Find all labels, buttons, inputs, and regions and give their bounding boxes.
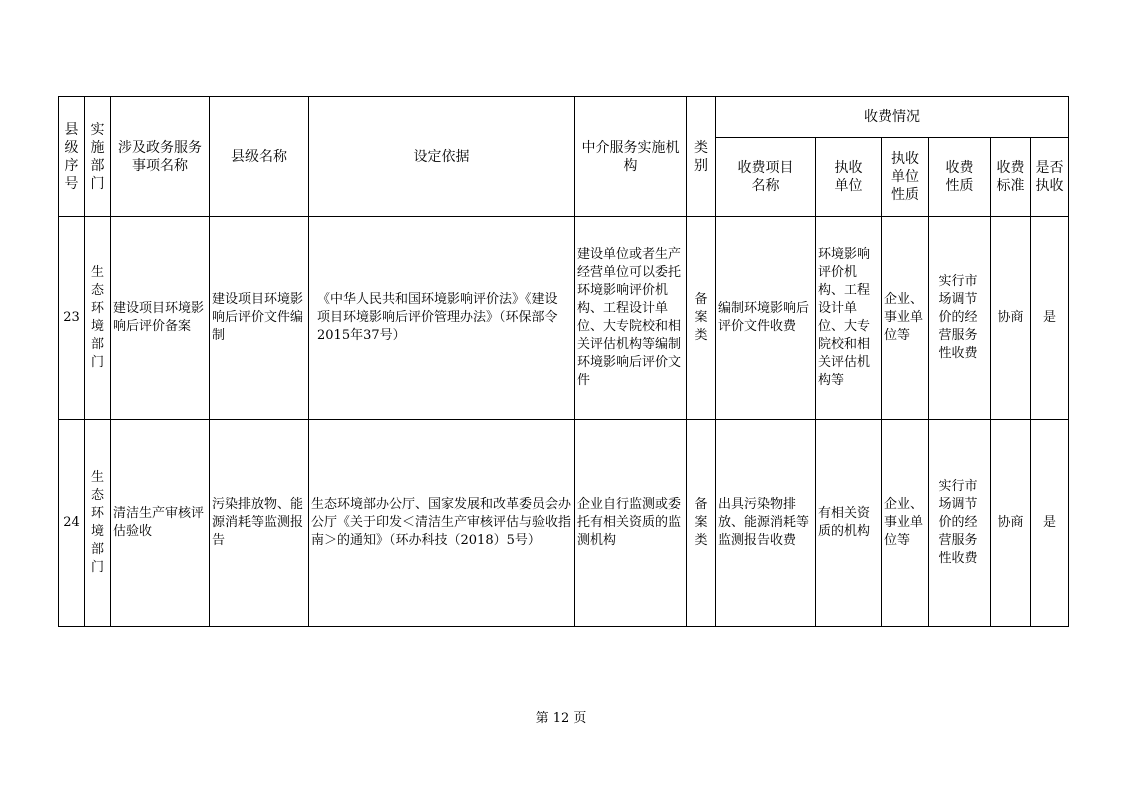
cell-fee-item: 出具污染物排放、能源消耗等监测报告收费 [716,420,816,627]
cell-basis: 《中华人民共和国环境影响评价法》《建设项目环境影响后评价管理办法》（环保部令2015年37号） [309,217,575,420]
cell-item: 清洁生产审核评估验收 [111,420,210,627]
cell-dept: 生态环境部门 [85,420,111,627]
cell-is-collected: 是 [1031,420,1069,627]
header-is-collected: 是否执收 [1031,138,1069,217]
cell-fee-nature: 实行市场调节价的经营服务性收费 [929,420,991,627]
header-exec-nature: 执收单位性质 [882,138,929,217]
cell-agency: 建设单位或者生产经营单位可以委托环境影响评价机构、工程设计单位、大专院校和相关评估机构等编制环境影响后评价文件 [575,217,687,420]
header-county-name: 县级名称 [210,97,309,217]
cell-exec-unit: 环境影响评价机构、工程设计单位、大专院校和相关评估机构等 [816,217,882,420]
header-basis: 设定依据 [309,97,575,217]
cell-county-name: 建设项目环境影响后评价文件编制 [210,217,309,420]
cell-seq: 24 [59,420,85,627]
header-fee-item: 收费项目名称 [716,138,816,217]
header-fee-group: 收费情况 [716,97,1069,138]
cell-dept: 生态环境部门 [85,217,111,420]
cell-fee-nature: 实行市场调节价的经营服务性收费 [929,217,991,420]
header-fee-standard: 收费标准 [991,138,1031,217]
header-seq: 县级序号 [59,97,85,217]
cell-county-name: 污染排放物、能源消耗等监测报告 [210,420,309,627]
table-row [59,217,1069,420]
cell-exec-nature: 企业、事业单位等 [882,420,929,627]
cell-fee-item: 编制环境影响后评价文件收费 [716,217,816,420]
page-number: 第 12 页 [535,711,587,726]
header-agency: 中介服务实施机构 [575,97,687,217]
header-item: 涉及政务服务事项名称 [111,97,210,217]
table-row [59,420,1069,627]
header-exec-unit: 执收单位 [816,138,882,217]
cell-category: 备案类 [687,217,716,420]
cell-agency: 企业自行监测或委托有相关资质的监测机构 [575,420,687,627]
cell-exec-nature: 企业、事业单位等 [882,217,929,420]
cell-basis: 生态环境部办公厅、国家发展和改革委员会办公厅《关于印发＜清洁生产审核评估与验收指南＞的通知》（环办科技（2018）5号） [309,420,575,627]
header-dept: 实施部门 [85,97,111,217]
cell-fee-standard: 协商 [991,420,1031,627]
cell-category: 备案类 [687,420,716,627]
cell-seq: 23 [59,217,85,420]
fee-table [58,96,1069,627]
cell-fee-standard: 协商 [991,217,1031,420]
cell-item: 建设项目环境影响后评价备案 [111,217,210,420]
header-category: 类别 [687,97,716,217]
cell-is-collected: 是 [1031,217,1069,420]
header-fee-nature: 收费性质 [929,138,991,217]
cell-exec-unit: 有相关资质的机构 [816,420,882,627]
